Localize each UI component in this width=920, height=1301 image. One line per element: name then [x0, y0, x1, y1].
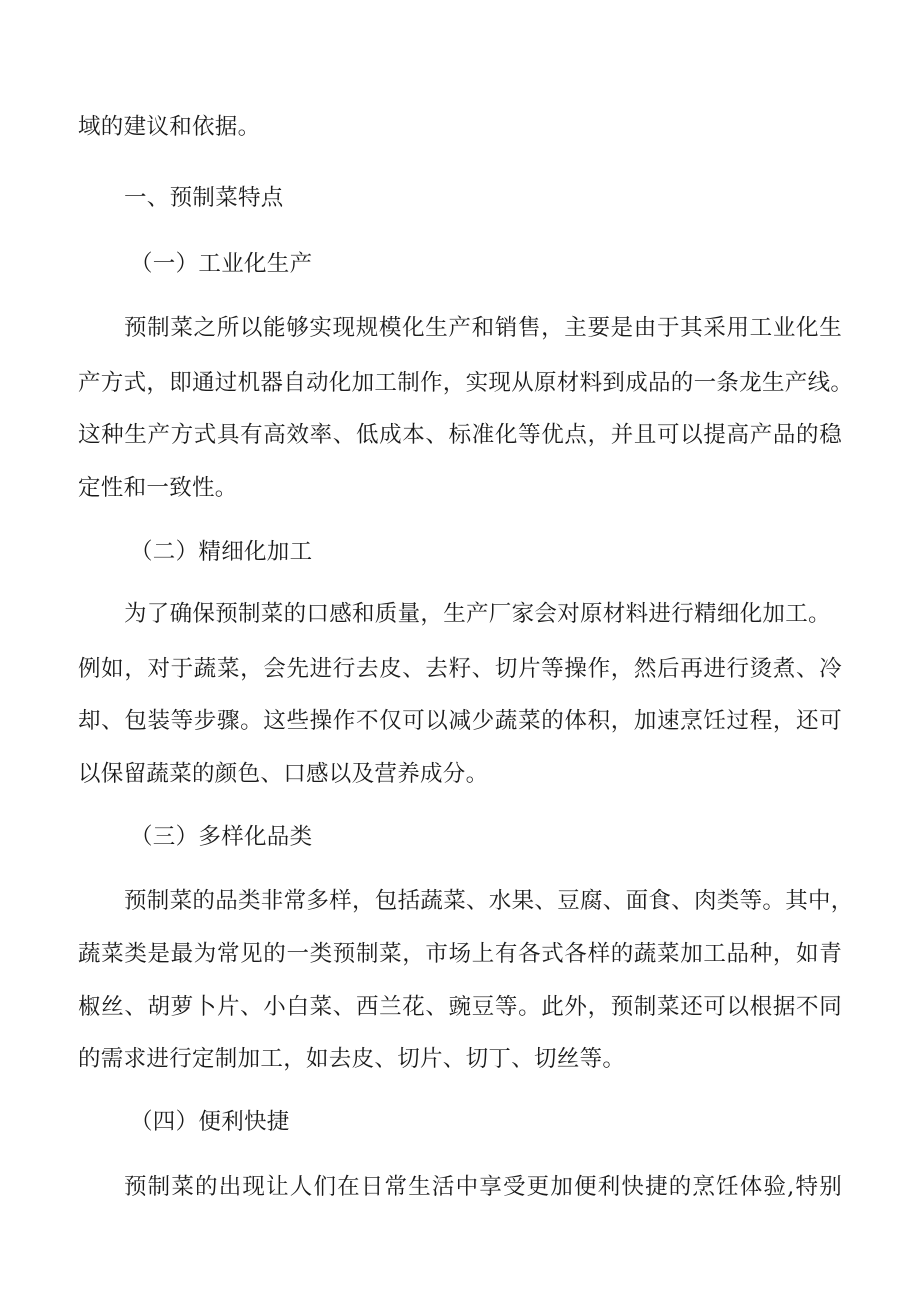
paragraph-line: 这种生产方式具有高效率、低成本、标准化等优点，并且可以提高产品的稳 — [78, 422, 842, 448]
paragraph-line: 却、包装等步骤。这些操作不仅可以减少蔬菜的体积，加速烹饪过程，还可 — [78, 708, 842, 734]
section-heading: 一、预制菜特点 — [124, 185, 284, 211]
paragraph-line: 椒丝、胡萝卜片、小白菜、西兰花、豌豆等。此外，预制菜还可以根据不同 — [78, 994, 842, 1020]
subsection-heading: （三）多样化品类 — [130, 824, 313, 850]
paragraph-line: 定性和一致性。 — [78, 475, 238, 501]
paragraph-line: 为了确保预制菜的口感和质量，生产厂家会对原材料进行精细化加工。 — [124, 601, 831, 627]
paragraph-line: 预制菜的出现让人们在日常生活中享受更加便利快捷的烹饪体验,特别 — [124, 1174, 842, 1200]
paragraph-line: 例如，对于蔬菜，会先进行去皮、去籽、切片等操作，然后再进行烫煮、冷 — [78, 656, 842, 682]
subsection-heading: （四）便利快捷 — [130, 1109, 290, 1135]
paragraph-line: 的需求进行定制加工，如去皮、切片、切丁、切丝等。 — [78, 1046, 626, 1072]
paragraph-line: 以保留蔬菜的颜色、口感以及营养成分。 — [78, 761, 489, 787]
paragraph-line: 蔬菜类是最为常见的一类预制菜，市场上有各式各样的蔬菜加工品种，如青 — [78, 941, 842, 967]
subsection-heading: （一）工业化生产 — [130, 251, 313, 277]
paragraph-line: 预制菜的品类非常多样，包括蔬菜、水果、豆腐、面食、肉类等。其中， — [124, 888, 854, 914]
paragraph-line: 预制菜之所以能够实现规模化生产和销售，主要是由于其采用工业化生 — [124, 315, 842, 341]
subsection-heading: （二）精细化加工 — [130, 539, 313, 565]
paragraph-continuation: 域的建议和依据。 — [78, 114, 261, 140]
paragraph-line: 产方式，即通过机器自动化加工制作，实现从原材料到成品的一条龙生产线。 — [78, 370, 854, 396]
